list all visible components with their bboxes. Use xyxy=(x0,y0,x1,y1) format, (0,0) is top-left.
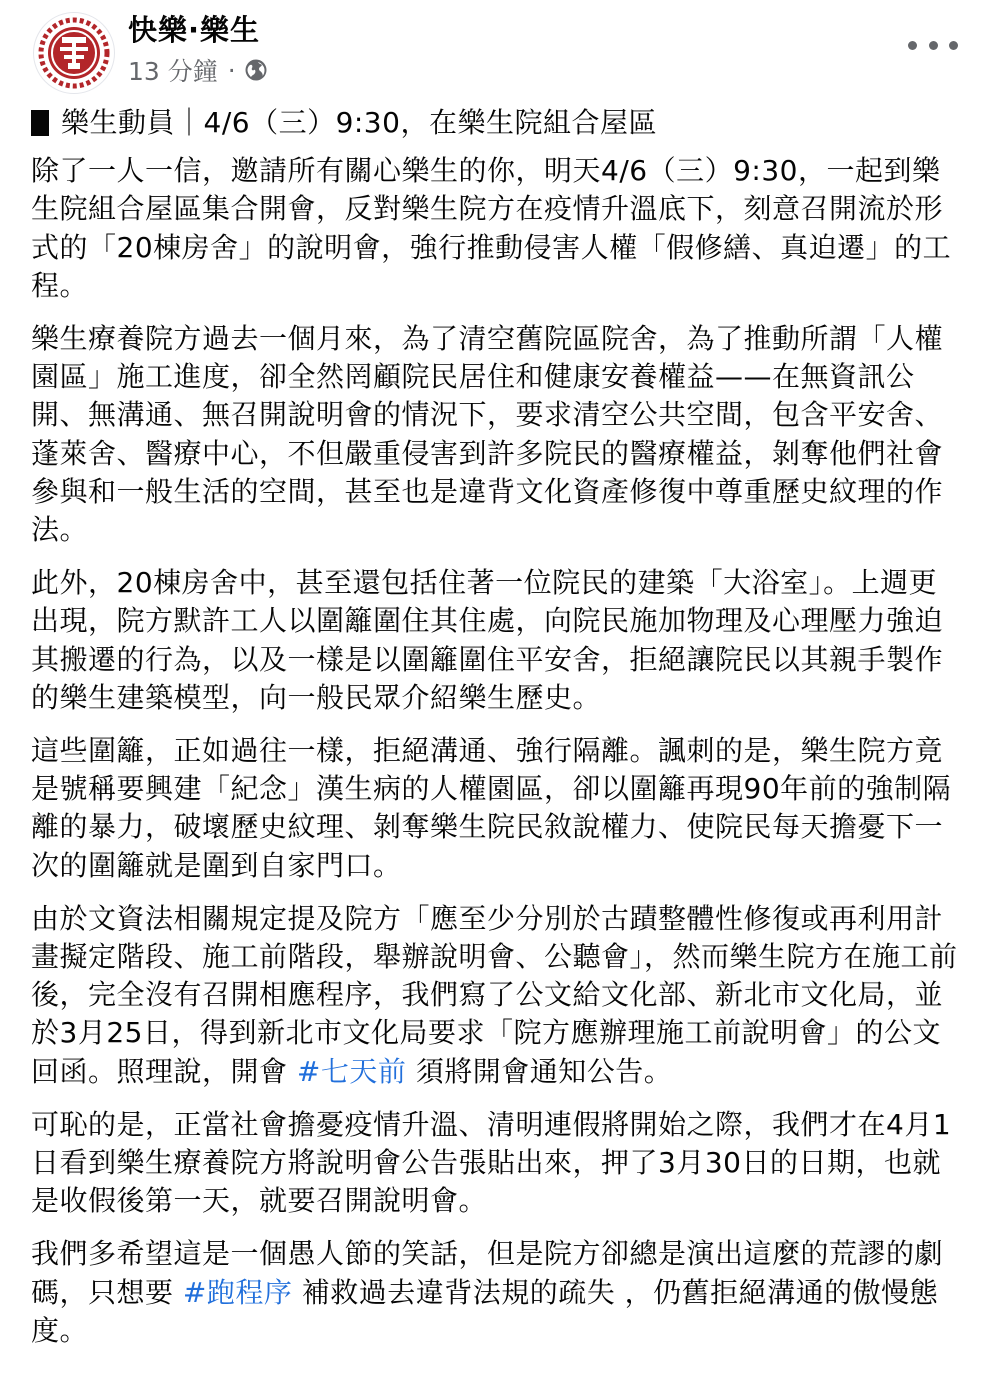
more-dot xyxy=(949,41,958,50)
paragraph-7 xyxy=(31,1235,961,1350)
more-dot xyxy=(908,41,917,50)
paragraph-7-text-a: 我們多希望這是一個愚人節的笑話，但是院方卻總是演出這麼的荒謬的劇碼，只想要 xyxy=(31,1237,944,1309)
hashtag-link-run-procedure[interactable]: #跑程序 xyxy=(182,1275,293,1309)
paragraph-2: 樂生療養院方過去一個月來，為了清空舊院區院舍，為了推動所謂「人權園區」施工進度，卻全然罔顧院民居住和健康安養權益——在無資訊公開、無溝通、無召開說明會的情況下，要求清空公共空間，包含平安舍、蓬萊舍、醫療中心，不但嚴重侵害到許多院民的醫療權益，剝奪他們社會參與和一般生活的空間，甚至也是違背文化資產修復中尊重歷史紋理的作法。 xyxy=(31,322,944,547)
paragraph-1: 除了一人一信，邀請所有關心樂生的你，明天4/6（三）9:30，一起到樂生院組合屋區集合開會，反對樂生院方在疫情升溫底下，刻意召開流於形式的「20棟房舍」的說明會，強行推動侵害人權「假修繕、真迫遷」的工程。 xyxy=(31,154,952,302)
meta-separator: · xyxy=(227,55,236,85)
more-dot xyxy=(929,41,938,50)
page-name[interactable]: 快樂·樂生 xyxy=(128,13,261,47)
post-title-text: 樂生動員｜4/6（三）9:30，在樂生院組合屋區 xyxy=(61,106,657,139)
post-body xyxy=(31,104,961,1365)
post-meta xyxy=(128,52,268,88)
post-time[interactable]: 13 分鐘 xyxy=(128,57,218,86)
globe-icon[interactable] xyxy=(244,58,268,82)
paragraph-5 xyxy=(31,900,961,1091)
hashtag-link-seven-days[interactable]: #七天前 xyxy=(296,1054,407,1088)
paragraph-3: 此外，20棟房舍中，甚至還包括住著一位院民的建築「大浴室」。上週更出現，院方默許工人以圍籬圍住其住處，向院民施加物理及心理壓力強迫其搬遷的行為，以及一樣是以圍籬圍住平安舍，拒絕讓院民以其親手製作的樂生建築模型，向一般民眾介紹樂生歷史。 xyxy=(31,566,944,714)
paragraph-4: 這些圍籬，正如過往一樣，拒絕溝通、強行隔離。諷刺的是，樂生院方竟是號稱要興建「紀念」漢生病的人權園區，卻以圍籬再現90年前的強制隔離的暴力，破壞歷史紋理、剝奪樂生院民敘說權力、使院民每天擔憂下一次的圍籬就是圍到自家門口。 xyxy=(31,734,952,882)
paragraph-5-text-a: 由於文資法相關規定提及院方「應至少分別於古蹟整體性修復或再利用計畫擬定階段、施工前階段，舉辦說明會、公聽會」，然而樂生院方在施工前後，完全沒有召開相應程序，我們寫了公文給文化部、新北市文化局，並於3月25日，得到新北市文化局要求「院方應辦理施工前說明會」的公文回函。照理說，開會 xyxy=(31,901,958,1088)
page-logo-icon xyxy=(34,13,114,93)
paragraph-7-text-b: 補救過去違背法規的疏失 ，仍舊拒絕溝通的傲慢態度。 xyxy=(31,1275,939,1347)
paragraph-6: 可恥的是，正當社會擔憂疫情升溫、清明連假將開始之際，我們才在4月1日看到樂生療養院方將說明會公告張貼出來，押了3月30日的日期，也就是收假後第一天，就要召開說明會。 xyxy=(31,1107,952,1218)
page-avatar[interactable] xyxy=(33,12,115,94)
post-header xyxy=(0,0,998,100)
post-title xyxy=(31,104,961,142)
paragraph-5-text-b: 須將開會通知公告。 xyxy=(406,1054,673,1088)
more-options-button[interactable] xyxy=(908,30,958,60)
title-block-icon xyxy=(31,110,49,136)
